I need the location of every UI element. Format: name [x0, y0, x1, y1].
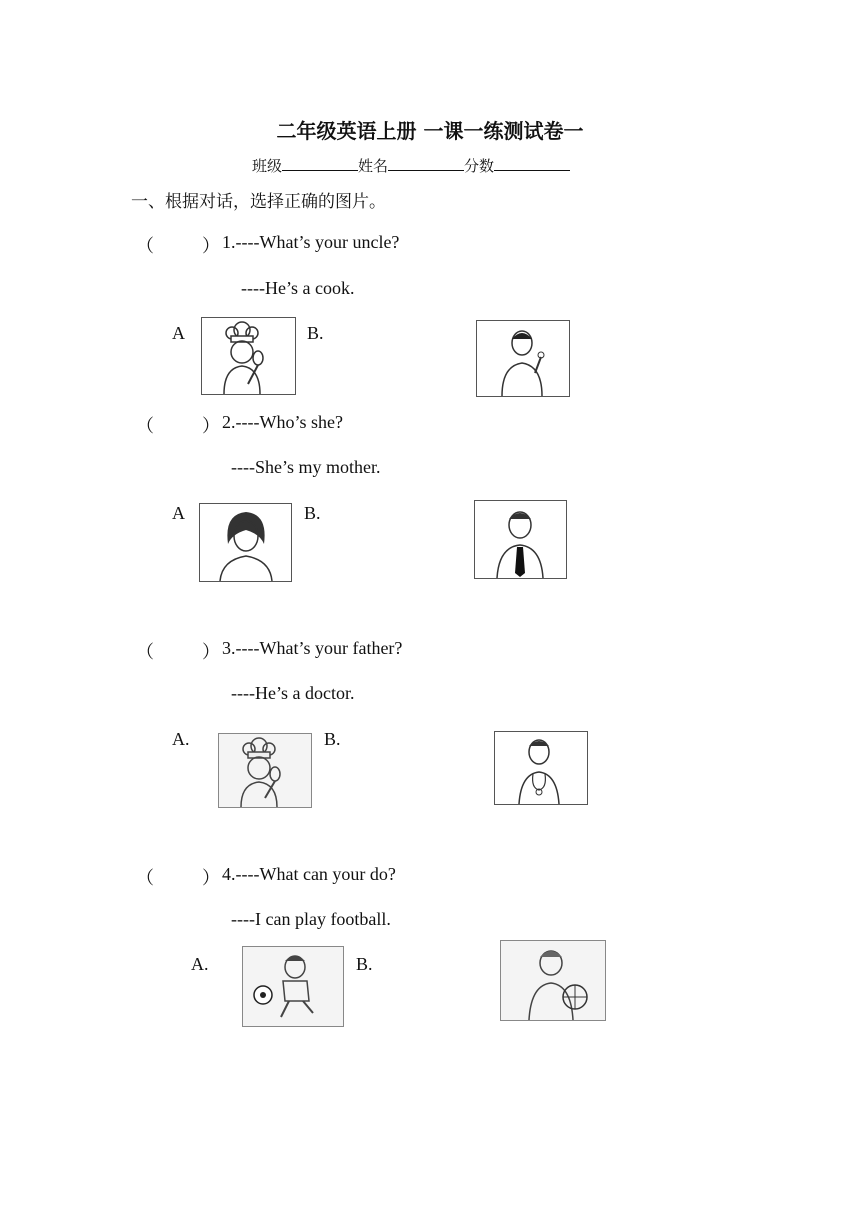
answer-paren-open: （: [136, 868, 154, 888]
score-label: 分数: [464, 157, 495, 175]
answer-paren-close: ）: [202, 868, 220, 888]
answer-paren-close: ）: [202, 236, 220, 256]
doctor-picture-icon[interactable]: [494, 731, 588, 805]
question-2-text: 2.----Who’s she?: [222, 412, 343, 432]
name-blank: [388, 156, 464, 171]
class-label: 班级: [252, 157, 283, 175]
question-4-text: 4.----What can your do?: [222, 864, 396, 884]
question-2-answer: ----She’s my mother.: [231, 457, 381, 477]
mechanic-picture-icon[interactable]: [476, 320, 570, 397]
answer-paren-open: （: [136, 236, 154, 256]
answer-paren-close: ）: [202, 642, 220, 662]
question-1-text: 1.----What’s your uncle?: [222, 232, 400, 252]
option-a-label: A.: [172, 729, 190, 749]
answer-paren-open: （: [136, 642, 154, 662]
cook-picture-icon[interactable]: [201, 317, 296, 395]
page-title: 二年级英语上册 一课一练测试卷一: [276, 119, 584, 143]
option-a-label: A: [172, 323, 185, 343]
boy-playing-football-picture-icon[interactable]: [242, 946, 344, 1027]
question-4-answer: ----I can play football.: [231, 909, 391, 929]
student-info-line: [252, 155, 570, 176]
name-label: 姓名: [358, 157, 389, 175]
boy-with-basketball-picture-icon[interactable]: [500, 940, 606, 1021]
score-blank: [494, 156, 570, 171]
man-with-tie-picture-icon[interactable]: [474, 500, 567, 579]
cook-picture-icon[interactable]: [218, 733, 312, 808]
question-1-answer: ----He’s a cook.: [241, 278, 355, 298]
answer-paren-open: （: [136, 416, 154, 436]
section-heading: 一、根据对话，选择正确的图片。: [131, 192, 386, 212]
option-b-label: B.: [356, 954, 373, 974]
question-3-answer: ----He’s a doctor.: [231, 683, 355, 703]
option-b-label: B.: [307, 323, 324, 343]
option-a-label: A.: [191, 954, 209, 974]
option-a-label: A: [172, 503, 185, 523]
option-b-label: B.: [324, 729, 341, 749]
option-b-label: B.: [304, 503, 321, 523]
class-blank: [282, 156, 358, 171]
mother-picture-icon[interactable]: [199, 503, 292, 582]
answer-paren-close: ）: [202, 416, 220, 436]
question-3-text: 3.----What’s your father?: [222, 638, 403, 658]
